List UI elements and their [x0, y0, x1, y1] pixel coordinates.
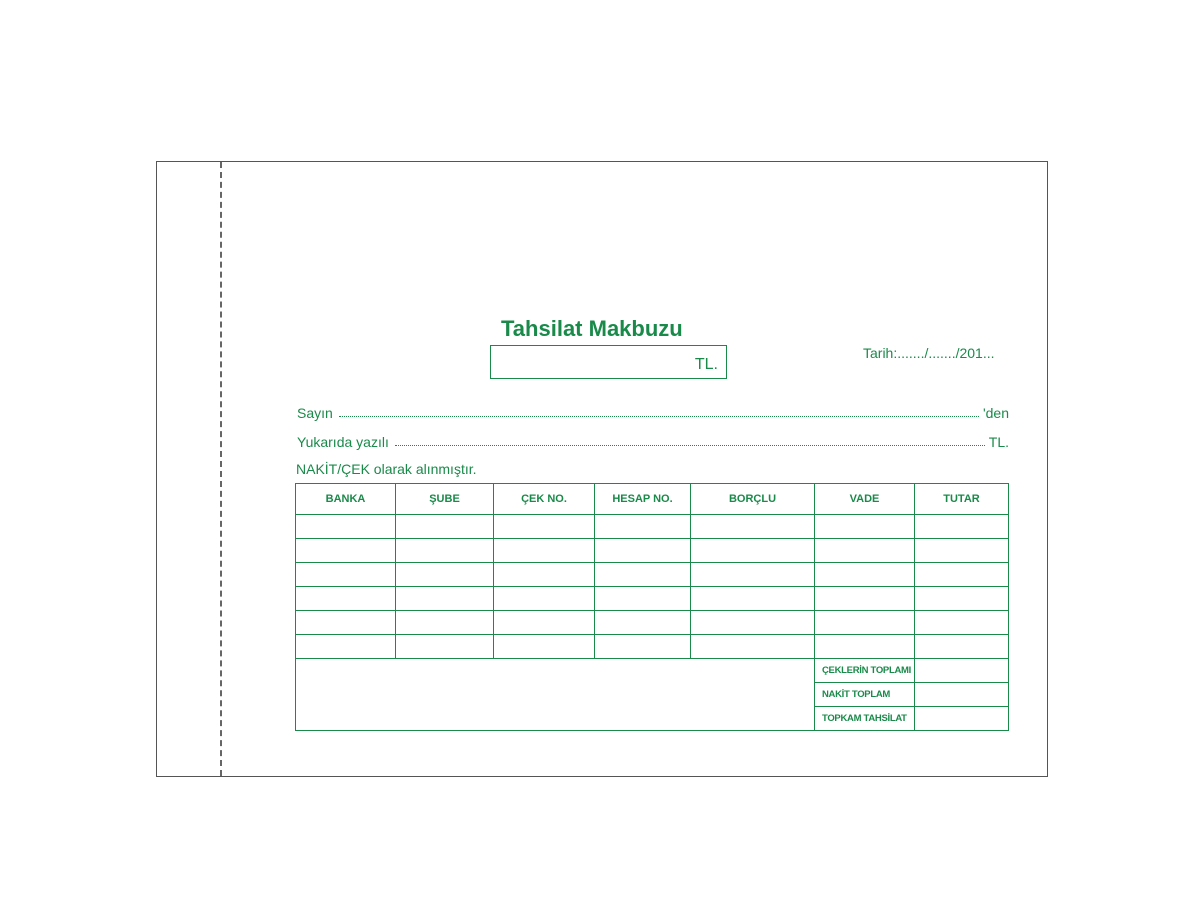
table-cell[interactable] [396, 539, 494, 563]
perforation-line [220, 162, 222, 776]
table-cell[interactable] [691, 635, 815, 659]
table-cell[interactable] [494, 611, 595, 635]
header-banka: BANKA [296, 484, 396, 515]
table-cell[interactable] [494, 563, 595, 587]
totals-row-cheques [296, 659, 1009, 683]
table-cell[interactable] [691, 539, 815, 563]
cash-total-label: NAKİT TOPLAM [815, 683, 915, 707]
table-cell[interactable] [915, 587, 1009, 611]
cash-total-value[interactable] [915, 683, 1009, 707]
table-cell[interactable] [296, 611, 396, 635]
table-cell[interactable] [296, 635, 396, 659]
table-row [296, 587, 1009, 611]
table-cell[interactable] [691, 563, 815, 587]
table-row [296, 611, 1009, 635]
table-cell[interactable] [595, 515, 691, 539]
table-cell[interactable] [396, 515, 494, 539]
table-cell[interactable] [691, 587, 815, 611]
table-cell[interactable] [815, 539, 915, 563]
payer-line[interactable] [297, 401, 1009, 421]
table-cell[interactable] [815, 563, 915, 587]
table-cell[interactable] [396, 587, 494, 611]
cheque-table [295, 483, 1009, 731]
receipt-sheet [156, 161, 1048, 777]
amount-currency: TL. [694, 356, 718, 373]
table-row [296, 515, 1009, 539]
header-borclu: BORÇLU [691, 484, 815, 515]
table-cell[interactable] [296, 563, 396, 587]
table-cell[interactable] [296, 587, 396, 611]
table-cell[interactable] [691, 611, 815, 635]
table-cell[interactable] [595, 635, 691, 659]
cheques-total-value[interactable] [915, 659, 1009, 683]
table-cell[interactable] [396, 635, 494, 659]
notes-area[interactable] [296, 659, 815, 731]
header-tutar: TUTAR [915, 484, 1009, 515]
date-field[interactable]: Tarih:......./......./201... [863, 345, 995, 361]
table-cell[interactable] [494, 515, 595, 539]
table-cell[interactable] [691, 515, 815, 539]
grand-total-value[interactable] [915, 707, 1009, 731]
header-sube: ŞUBE [396, 484, 494, 515]
table-cell[interactable] [595, 563, 691, 587]
table-cell[interactable] [915, 515, 1009, 539]
table-row [296, 539, 1009, 563]
grand-total-label: TOPKAM TAHSİLAT [815, 707, 915, 731]
header-vade: VADE [815, 484, 915, 515]
amount-field[interactable] [490, 345, 727, 379]
header-cek-no: ÇEK NO. [494, 484, 595, 515]
amount-words-line[interactable] [297, 430, 1009, 450]
amount-words-dotted-line [395, 445, 985, 446]
amount-words-suffix: TL. [988, 434, 1009, 450]
table-header-row [296, 484, 1009, 515]
table-row [296, 635, 1009, 659]
table-cell[interactable] [296, 515, 396, 539]
payer-label: Sayın [297, 405, 333, 421]
table-cell[interactable] [815, 635, 915, 659]
table-cell[interactable] [494, 587, 595, 611]
table-cell[interactable] [595, 539, 691, 563]
table-cell[interactable] [494, 539, 595, 563]
payment-note: NAKİT/ÇEK olarak alınmıştır. [296, 461, 477, 477]
table-cell[interactable] [815, 515, 915, 539]
table-cell[interactable] [915, 563, 1009, 587]
header-hesap-no: HESAP NO. [595, 484, 691, 515]
table-cell[interactable] [915, 539, 1009, 563]
table-cell[interactable] [815, 611, 915, 635]
table-cell[interactable] [915, 635, 1009, 659]
table-cell[interactable] [494, 635, 595, 659]
table-row [296, 563, 1009, 587]
receipt-title: Tahsilat Makbuzu [501, 316, 683, 341]
table-cell[interactable] [396, 563, 494, 587]
table-cell[interactable] [815, 587, 915, 611]
amount-words-label: Yukarıda yazılı [297, 434, 389, 450]
table-cell[interactable] [396, 611, 494, 635]
table-cell[interactable] [595, 611, 691, 635]
cheques-total-label: ÇEKLERİN TOPLAMI [815, 659, 915, 683]
payer-dotted-line [339, 416, 979, 417]
payer-suffix: 'den [982, 405, 1009, 421]
table-cell[interactable] [915, 611, 1009, 635]
table-cell[interactable] [296, 539, 396, 563]
table-cell[interactable] [595, 587, 691, 611]
